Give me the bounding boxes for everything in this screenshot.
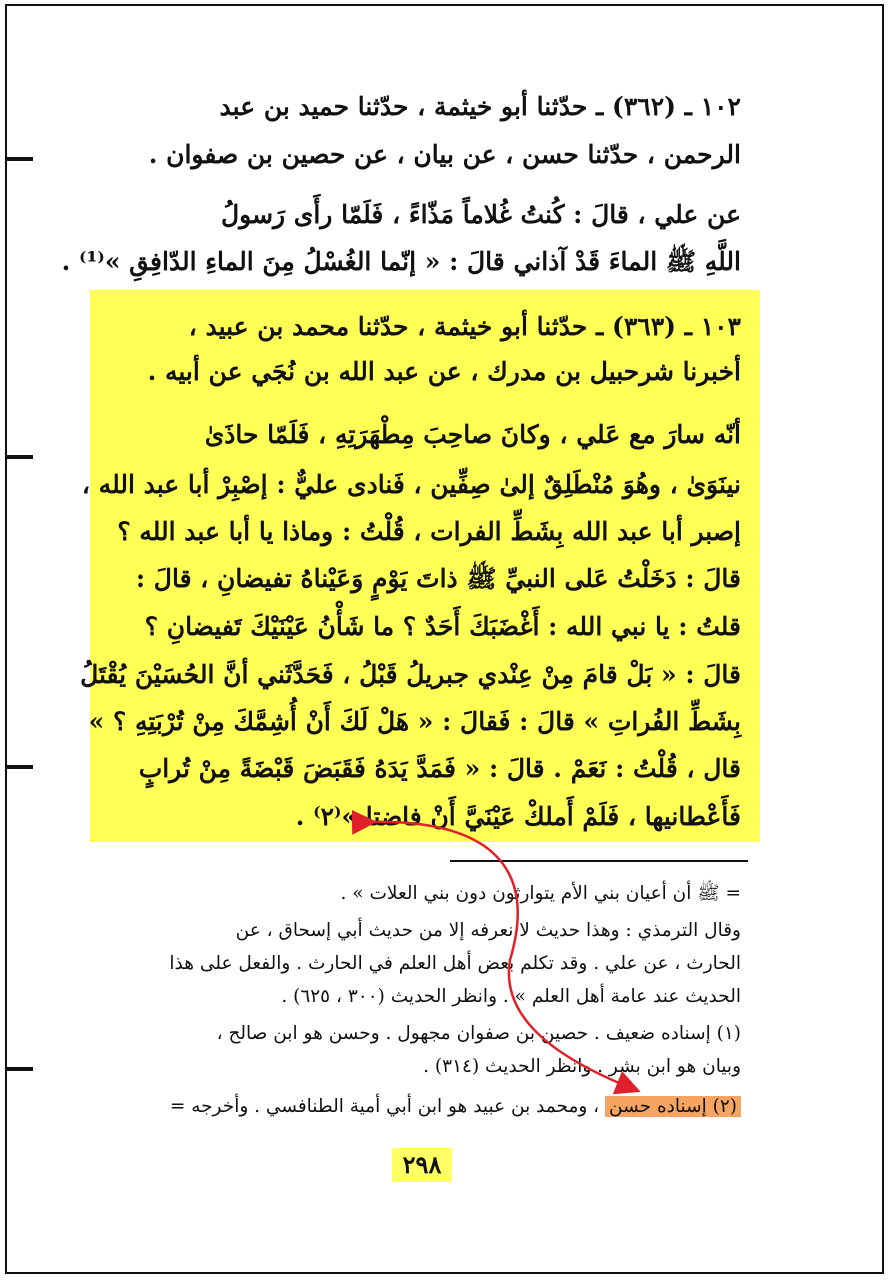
- hadith-102-line: اللَّهِ ﷺ الماءَ قَدْ آذاني قالَ : « إنّما الغُسْلُ مِنَ الماءِ الدّافِقِ »⁽¹⁾ .: [61, 247, 741, 276]
- footnote-line: الحارث ، عن علي . وقد تكلم بعض أهل العلم في الحارث . والفعل على هذا: [169, 953, 741, 974]
- hadith-103-line: نينَوَىٰ ، وهُوَ مُنْطَلِقٌ إلىٰ صِفِّين ، فَنادى عليٌّ : إصْبِرْ أبا عبد الله ،: [81, 470, 741, 499]
- hadith-103-line: أخبرنا شرحبيل بن مدرك ، عن عبد الله بن نُجَي عن أبيه .: [147, 357, 741, 386]
- hadith-103-line: قالَ : « بَلْ قامَ مِنْ عِنْدي جبريلُ قَبْلُ ، فَحَدَّثَني أنَّ الحُسَيْنَ يُقْتَلُ: [80, 660, 741, 689]
- footnote-2-highlight: (٢) إسناده حسن: [605, 1096, 741, 1117]
- hadith-102-line: ١٠٢ ـ (٣٦٢) ـ حدّثنا أبو خيثمة ، حدّثنا حميد بن عبد: [219, 92, 741, 121]
- hadith-103-line: إصبر أبا عبد الله بِشَطِّ الفرات ، قُلْتُ : وماذا يا أبا عبد الله ؟: [117, 517, 741, 546]
- hadith-102-line: الرحمن ، حدّثنا حسن ، عن بيان ، عن حصين بن صفوان .: [148, 140, 741, 169]
- hadith-103-line: قلتُ : يا نبي الله : أَغْضَبَكَ أَحَدٌ ؟ ما شَأْنُ عَيْنَيْكَ تَفيضانِ ؟: [144, 612, 741, 641]
- hadith-103-line: بِشَطِّ الفُراتِ » قالَ : فَقالَ : « هَلْ لَكَ أَنْ أُشِمَّكَ مِنْ تُرْبَتِهِ ؟ »: [88, 707, 741, 736]
- footnote-line: وقال الترمذي : وهذا حديث لا نعرفه إلا من حديث أبي إسحاق ، عن: [235, 920, 741, 941]
- hadith-103-line: قال ، قُلْتُ : نَعَمْ . قالَ : « فَمَدَّ يَدَهُ فَقَبَضَ قَبْضَةً مِنْ تُرابٍ: [138, 754, 741, 783]
- hadith-103-line: ١٠٣ ـ (٣٦٣) ـ حدّثنا أبو خيثمة ، حدّثنا محمد بن عبيد ،: [188, 312, 741, 341]
- page-number: ٢٩٨: [392, 1148, 452, 1182]
- footnote-line: وبيان هو ابن بشر . وانظر الحديث (٣١٤) .: [423, 1056, 741, 1077]
- footnote-line: = ﷺ أن أعيان بني الأم يتوارثون دون بني العلات » .: [340, 883, 741, 904]
- hadith-103-line: قالَ : دَخَلْتُ عَلى النبيِّ ﷺ ذاتَ يَوْمٍ وَعَيْناهُ تفيضانِ ، قالَ :: [135, 564, 741, 593]
- arrow-path: [372, 822, 636, 1090]
- footnote-line: (١) إسناده ضعيف . حصين بن صفوان مجهول . وحسن هو ابن صالح ،: [216, 1023, 741, 1044]
- hadith-102-line: عن علي ، قالَ : كُنتُ غُلاماً مَذّاءً ، فَلَمّا رأَى رَسولُ: [220, 200, 741, 229]
- footnote-line: الحديث عند عامة أهل العلم » . وانظر الحديث (٣٠٠ ، ٦٢٥) .: [281, 986, 741, 1007]
- hadith-103-line: أنّه سارَ مع عَلي ، وكانَ صاحِبَ مِطْهَرَتِهِ ، فَلَمّا حاذَىٰ: [204, 420, 741, 449]
- hadith-103-line: فَأَعْطانيها ، فَلَمْ أَملكْ عَيْنَيَّ أَنْ فاضتا »⁽٢⁾ .: [295, 802, 741, 831]
- footnote-2-text: ، ومحمد بن عبيد هو ابن أبي أمية الطنافسي . وأخرجه =: [169, 1096, 600, 1117]
